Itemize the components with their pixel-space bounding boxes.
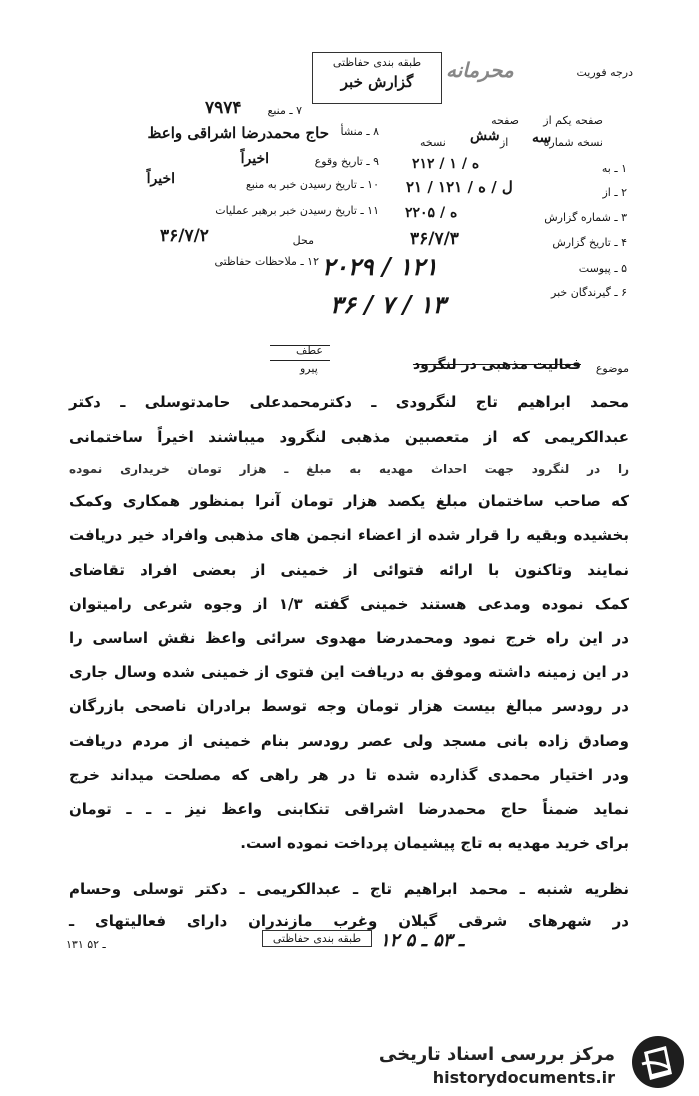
footer-line: در شهرهای شرقی گیلان وغرب مازندران دارای فعالیتهای ـ [69, 912, 629, 930]
copy-label: نسخه شماره [543, 136, 603, 149]
field-received-leader-label: ۱۱ ـ تاریخ رسیدن خبر برهبر عملیات [215, 204, 379, 217]
field-received-source-value: اخیراً [146, 171, 175, 187]
field-occurrence-label: ۹ ـ تاریخ وقوع [314, 155, 379, 168]
watermark-site: historydocuments.ir [432, 1068, 615, 1087]
ref-peiro-label: پیرو [300, 362, 318, 375]
body-line: در این زمینه داشته وموفق به دریافت این فتوی از خمینی شده وسال جاری [69, 663, 629, 681]
item-from-value: ۲۱ / ل / ه / ۱۲۱ [406, 178, 513, 196]
body-line: برای خرید مهدیه به تاج پیشیمان پرداخت نموده است. [240, 834, 629, 852]
handwritten-stamp-mark: محرمانه [446, 58, 514, 82]
body-line: نمایند وتاکنون با ارائه فتوائی از خمینی از بعضی افراد تقاضای [69, 561, 629, 579]
classification-stamp-bottom: طبقه بندی حفاظتی [262, 930, 372, 947]
footer-code-handwritten: ۱۲ ـ ۵۳ ـ ۵ [380, 930, 464, 951]
field-received-source-label: ۱۰ ـ تاریخ رسیدن خبر به منبع [245, 178, 379, 191]
field-occurrence-value: اخیراً [240, 151, 269, 167]
priority-label: درجه فوریت [576, 66, 633, 79]
classification-top-label: طبقه بندی حفاظتی [332, 56, 422, 69]
footer-code-left: ۱۳۱ ـ ۵۲ [66, 938, 106, 951]
item-report-date-value: ۳۶/۷/۳ [410, 229, 459, 249]
field-origin-label: ۸ ـ منشأ [340, 125, 379, 138]
item-report-date-label: ۴ ـ تاریخ گزارش [552, 236, 627, 249]
body-line: محمد ابراهیم تاج لنگرودی ـ دکترمحمدعلی حامدتوسلی ـ دکتر [69, 393, 629, 411]
report-type-title: گزارش خبر [340, 73, 414, 91]
body-line: وصادق زاده بانی مسجد ولی عصر رودسر بنام خمینی از مردم دریافت [69, 732, 629, 750]
field-origin-value: حاج محمدرضا اشراقی واعظ [147, 124, 329, 142]
watermark-org: مرکز بررسی اسناد تاریخی [378, 1044, 615, 1065]
ref-atf-label: عطف [296, 344, 323, 357]
watermark-logo-icon [630, 1034, 686, 1090]
body-line: در رودسر مبالغ بیست هزار تومان وجه توسط برادران ناصحی بازرگان [69, 697, 629, 715]
body-line: کمک نموده ومدعی هستند خمینی گفته ۱/۳ از وجوه شرعی رامیتوان [69, 595, 629, 613]
field-source-label: ۷ ـ منبع [267, 104, 302, 117]
body-line: را در لنگرود جهت احداث مهدیه به مبلغ ـ هزار تومان خریداری نموده [69, 462, 629, 476]
body-line: که صاحب ساختمان مبلغ یکصد هزار تومان آنرا بمنظور همکاری وکمک [69, 492, 629, 510]
subject-label: موضوع [595, 362, 629, 375]
body-line: ودر اختیار محمدی گذارده شده تا در هر راهی که مصلحت میداند خرج [69, 766, 629, 784]
page-label: صفحه یکم از [543, 114, 603, 127]
field-place-label: محل [292, 234, 314, 247]
copy-of: از [500, 136, 509, 149]
item-recipients-label: ۶ ـ گیرندگان خبر [551, 286, 627, 299]
body-line: در این راه خرج نمود ومحمدرضا مهدوی سرائی واعظ نقش اساسی را [69, 629, 629, 647]
copy-suffix: نسخه [420, 136, 446, 149]
classification-stamp-top [312, 52, 442, 104]
body-line: عبدالکریمی که از متعصبین مذهبی لنگرود میباشند اخیراً ساختمانی [69, 428, 629, 446]
handwritten-number-2: ۳۶ / ۷ / ۱۳ [330, 290, 446, 319]
item-report-number-label: ۳ ـ شماره گزارش [544, 211, 627, 224]
item-to-value: ۲۱۲ / ه / ۱ [412, 156, 480, 172]
item-from-label: ۲ ـ از [602, 186, 627, 199]
subject-text: فعالیت مذهبی در لنگرود [412, 357, 581, 373]
body-line: بخشیده وبقیه را قرار شده از اعضاء انجمن های مذهبی وافراد خیر دریافت [69, 526, 629, 544]
page-suffix: صفحه [491, 114, 519, 127]
field-source-value: ۷۹۷۴ [205, 98, 242, 118]
body-line: نماید ضمناً حاج محمدرضا اشراقی تنکابنی واعظ نیز ـ ـ ـ تومان [69, 800, 629, 818]
copy-total: شش [470, 128, 500, 144]
handwritten-number-1: ۲۰۲۹ / ۱۲۱ [322, 252, 438, 281]
field-security-notes-label: ۱۲ ـ ملاحظات حفاظتی [214, 255, 319, 268]
item-to-label: ۱ ـ به [601, 162, 627, 175]
field-place-value: ۳۶/۷/۲ [160, 226, 209, 246]
footer-line: نظریه شنبه ـ محمد ابراهیم تاج ـ عبدالکریمی ـ دکتر توسلی وحسام [69, 880, 629, 898]
item-attachment-label: ۵ ـ پیوست [578, 262, 627, 275]
copy-value: سه [532, 130, 552, 146]
item-report-number-value: ۲۲۰۵ / ه [405, 205, 458, 221]
ref-divider-mid [270, 360, 330, 361]
